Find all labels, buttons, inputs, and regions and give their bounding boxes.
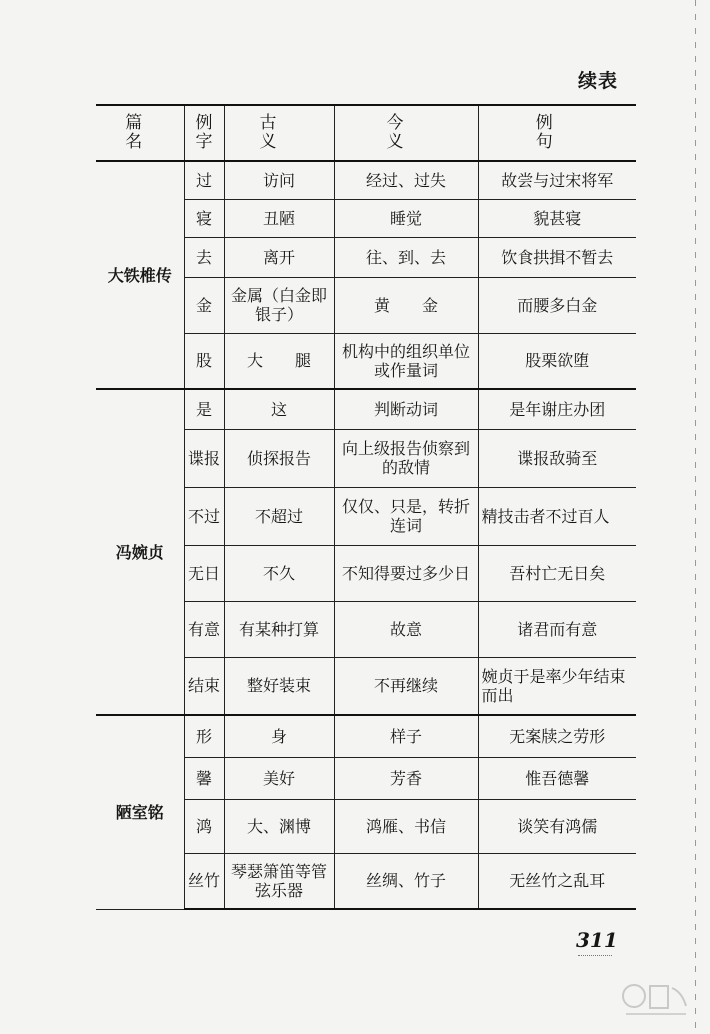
header-modern: 今 义 <box>334 105 478 161</box>
cell-modern: 不再继续 <box>334 657 478 715</box>
cell-ancient: 身 <box>224 715 334 757</box>
cell-ancient: 这 <box>224 389 334 429</box>
cell-ancient: 整好装束 <box>224 657 334 715</box>
cell-ancient: 离开 <box>224 237 334 277</box>
cell-ancient: 金属（白金即银子） <box>224 277 334 333</box>
cell-modern: 不知得要过多少日 <box>334 545 478 601</box>
cell-modern: 样子 <box>334 715 478 757</box>
cell-example: 婉贞于是率少年结束而出 <box>478 657 636 715</box>
cell-example: 吾村亡无日矣 <box>478 545 636 601</box>
cell-example: 惟吾德馨 <box>478 757 636 799</box>
cell-char: 股 <box>184 333 224 389</box>
cell-example: 貌甚寝 <box>478 199 636 237</box>
cell-modern: 黄 金 <box>334 277 478 333</box>
cell-example: 诸君而有意 <box>478 601 636 657</box>
cell-modern: 向上级报告侦察到的敌情 <box>334 429 478 487</box>
piece-title: 冯婉贞 <box>96 389 184 715</box>
cell-example: 无案牍之劳形 <box>478 715 636 757</box>
cell-example: 而腰多白金 <box>478 277 636 333</box>
header-char: 例字 <box>184 105 224 161</box>
cell-ancient: 有某种打算 <box>224 601 334 657</box>
piece-title: 大铁椎传 <box>96 161 184 389</box>
cell-example: 谈笑有鸿儒 <box>478 799 636 853</box>
table-row <box>96 389 636 429</box>
cell-char: 馨 <box>184 757 224 799</box>
page-number: 311 <box>576 928 618 952</box>
cell-example: 故尝与过宋将军 <box>478 161 636 199</box>
cell-example: 无丝竹之乱耳 <box>478 853 636 909</box>
cell-char: 过 <box>184 161 224 199</box>
cell-modern: 故意 <box>334 601 478 657</box>
cell-ancient: 侦探报告 <box>224 429 334 487</box>
cell-char: 寝 <box>184 199 224 237</box>
page-edge <box>695 0 696 1034</box>
table-row <box>96 161 636 199</box>
cell-modern: 仅仅、只是，转折连词 <box>334 487 478 545</box>
cell-ancient: 琴瑟箫笛等管弦乐器 <box>224 853 334 909</box>
cell-char: 去 <box>184 237 224 277</box>
cell-char: 无日 <box>184 545 224 601</box>
cell-ancient: 不久 <box>224 545 334 601</box>
cell-example: 精技击者不过百人 <box>478 487 636 545</box>
cell-modern: 经过、过失 <box>334 161 478 199</box>
scan-smudge <box>578 955 612 964</box>
header-piece: 篇 名 <box>96 105 184 161</box>
cell-char: 丝竹 <box>184 853 224 909</box>
cell-char: 有意 <box>184 601 224 657</box>
cell-char: 不过 <box>184 487 224 545</box>
cell-ancient: 大、渊博 <box>224 799 334 853</box>
table-row <box>96 715 636 757</box>
cell-example: 是年谢庄办团 <box>478 389 636 429</box>
continued-label: 续表 <box>578 70 619 92</box>
cell-char: 鸿 <box>184 799 224 853</box>
cell-ancient: 美好 <box>224 757 334 799</box>
cell-modern: 芳香 <box>334 757 478 799</box>
header-ancient: 古 义 <box>224 105 334 161</box>
cell-modern: 睡觉 <box>334 199 478 237</box>
table-header <box>96 105 636 161</box>
cell-modern: 机构中的组织单位或作量词 <box>334 333 478 389</box>
header-example: 例 句 <box>478 105 636 161</box>
cell-ancient: 不超过 <box>224 487 334 545</box>
cell-modern: 判断动词 <box>334 389 478 429</box>
cell-char: 结束 <box>184 657 224 715</box>
cell-example: 谍报敌骑至 <box>478 429 636 487</box>
cell-char: 谍报 <box>184 429 224 487</box>
cell-modern: 往、到、去 <box>334 237 478 277</box>
piece-title: 陋室铭 <box>96 715 184 909</box>
cell-char: 形 <box>184 715 224 757</box>
cell-example: 饮食拱揖不暂去 <box>478 237 636 277</box>
vocabulary-table <box>96 104 665 910</box>
cell-char: 是 <box>184 389 224 429</box>
cell-ancient: 大 腿 <box>224 333 334 389</box>
cell-ancient: 访问 <box>224 161 334 199</box>
cell-ancient: 丑陋 <box>224 199 334 237</box>
watermark-logo <box>620 978 692 1018</box>
cell-example: 股栗欲堕 <box>478 333 636 389</box>
cell-modern: 鸿雁、书信 <box>334 799 478 853</box>
cell-char: 金 <box>184 277 224 333</box>
cell-modern: 丝绸、竹子 <box>334 853 478 909</box>
